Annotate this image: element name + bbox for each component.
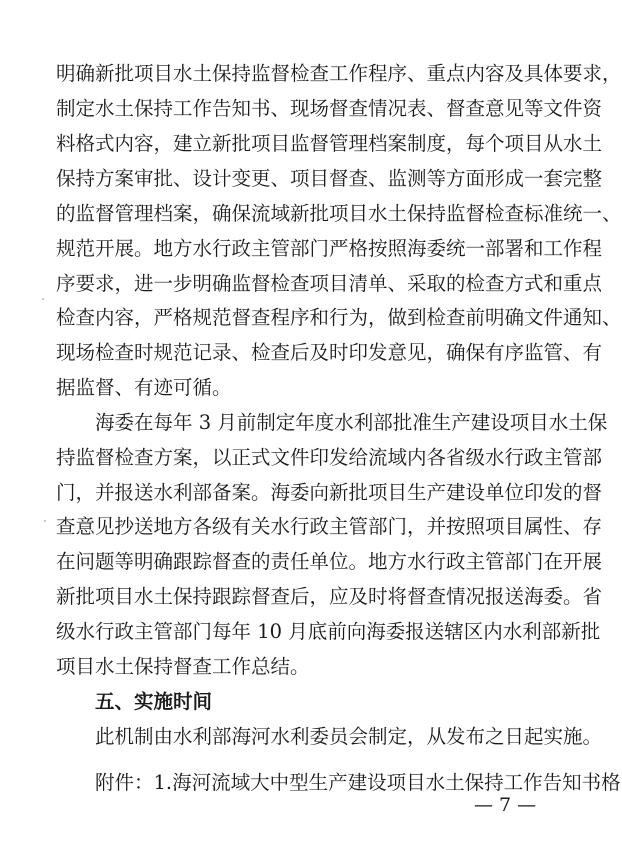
text-line: 检查内容，严格规范督查程序和行为，做到检查前明确文件通知、 bbox=[56, 306, 622, 329]
page-number: — 7 — bbox=[474, 794, 537, 816]
text-line: 现场检查时规范记录、检查后及时印发意见，确保有序监管、有 bbox=[56, 341, 603, 364]
text-line: 在问题等明确跟踪督查的责任单位。地方水行政主管部门在开展 bbox=[56, 550, 603, 573]
text-line: 海委在每年 3 月前制定年度水利部批准生产建设项目水土保 bbox=[95, 411, 608, 434]
implementation-statement: 此机制由水利部海河水利委员会制定，从发布之日起实施。 bbox=[95, 725, 603, 748]
text-line: 保持方案审批、设计变更、项目督查、监测等方面形成一套完整 bbox=[56, 167, 603, 190]
attachment-line: 附件：1.海河流域大中型生产建设项目水土保持工作告知书格 bbox=[95, 771, 621, 794]
text-line: 的监督管理档案，确保流域新批项目水土保持监督检查标准统一、 bbox=[56, 202, 622, 225]
text-line: 持监督检查方案，以正式文件印发给流域内各省级水行政主管部 bbox=[56, 446, 603, 469]
scan-speck bbox=[42, 298, 44, 300]
text-line: 查意见抄送地方各级有关水行政主管部门，并按照项目属性、存 bbox=[56, 515, 603, 538]
text-line: 新批项目水土保持跟踪督查后，应及时将督查情况报送海委。省 bbox=[56, 585, 603, 608]
text-line: 项目水土保持督查工作总结。 bbox=[56, 655, 310, 678]
text-line: 料格式内容，建立新批项目监督管理档案制度，每个项目从水土 bbox=[56, 132, 603, 155]
text-line: 序要求，进一步明确监督检查项目清单、采取的检查方式和重点 bbox=[56, 272, 603, 295]
section-heading: 五、实施时间 bbox=[95, 690, 213, 713]
text-line: 制定水土保持工作告知书、现场督查情况表、督查意见等文件资 bbox=[56, 97, 603, 120]
text-line: 门，并报送水利部备案。海委向新批项目生产建设单位印发的督 bbox=[56, 481, 603, 504]
text-line: 级水行政主管部门每年 10 月底前向海委报送辖区内水利部新批 bbox=[56, 620, 601, 643]
text-line: 明确新批项目水土保持监督检查工作程序、重点内容及具体要求， bbox=[56, 62, 622, 85]
text-line: 规范开展。地方水行政主管部门严格按照海委统一部署和工作程 bbox=[56, 237, 603, 260]
scan-speck bbox=[44, 520, 46, 522]
text-line: 据监督、有迹可循。 bbox=[56, 376, 232, 399]
